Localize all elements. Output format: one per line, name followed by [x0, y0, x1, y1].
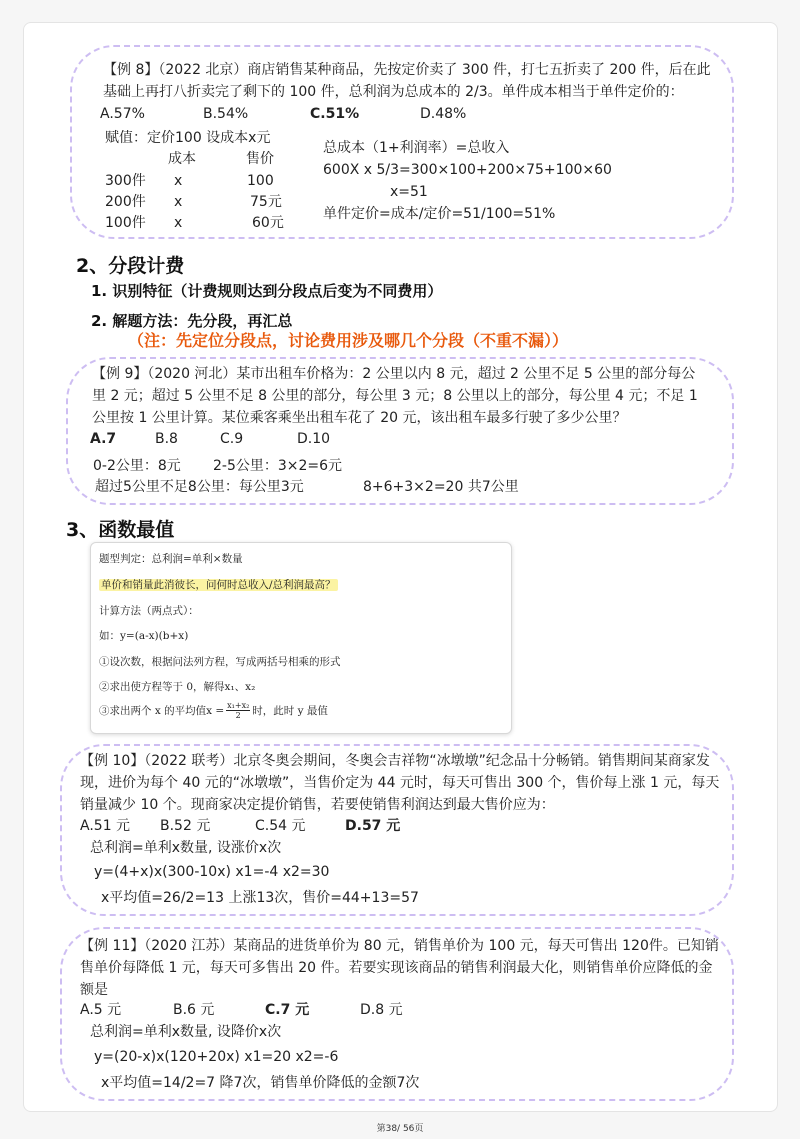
example-8-row-price: 75元	[250, 194, 282, 210]
example-8-option-a: A.57%	[100, 106, 145, 122]
card-fraction	[226, 701, 250, 720]
example-10-option-a: A.51 元	[80, 818, 131, 834]
section-2-note: （注：先定位分段点，讨论费用涉及哪几个分段（不重不漏））	[128, 331, 569, 350]
card-frac-lead: ③求出两个 x 的平均值x =	[99, 705, 225, 717]
example-11-option-b: B.6 元	[173, 1002, 215, 1018]
example-9-note: 超过5公里不足8公里：每公里3元	[95, 479, 304, 495]
example-11-note: 总利润=单利x数量, 设降价x次	[90, 1024, 282, 1040]
example-11-question: 【例 11】（2020 江苏）某商品的进货单价为 80 元，销售单价为 100 元，每天可售出 120件。已知销售单价每降低 1 元，每天可多售出 20 件。若要实现该商品的销售利润最大化，则销售单价应降低的金额是	[80, 938, 719, 998]
example-10-option-d: D.57 元	[345, 818, 401, 834]
example-8-formula-4: 单件定价=成本/定价=51/100=51%	[323, 206, 556, 222]
card-line: 题型判定：总利润=单利×数量	[99, 553, 243, 565]
example-10-option-b: B.52 元	[160, 818, 211, 834]
example-11-option-a: A.5 元	[80, 1002, 122, 1018]
example-9-option-d: D.10	[297, 431, 331, 447]
example-9-note: 2-5公里：3×2=6元	[213, 458, 343, 474]
example-9-question: 【例 9】（2020 河北）某市出租车价格为：2 公里以内 8 元，超过 2 公里不足 5 公里的部分每公里 2 元；超过 5 公里不足 8 公里的部分，每公里 3 元；8 公里以上的部分，每公里 4 元；不足 1 公里按 1 公里计算。某位乘客乘坐出租车花了 20 元，该出租车最多行驶了多少公里？	[92, 366, 698, 426]
card-line: ②求出使方程等于 0，解得x₁、x₂	[99, 681, 256, 693]
example-9-note: 0-2公里：8元	[93, 458, 181, 474]
example-8-formula-1: 总成本（1+利润率）=总收入	[323, 140, 510, 156]
example-8-assign-line: 赋值：定价100 设成本x元	[105, 130, 271, 146]
card-frac-tail: 时，此时 y 最值	[252, 705, 328, 717]
page-number: 第38/ 56页	[376, 1124, 424, 1134]
card-line: 计算方法（两点式）：	[99, 605, 199, 617]
example-8-row-qty: 100件	[105, 215, 146, 231]
example-11-note: x平均值=14/2=7 降7次，销售单价降低的金额7次	[101, 1075, 420, 1091]
card-line-fraction	[99, 701, 328, 720]
section-2-step-1: 1. 识别特征（计费规则达到分段点后变为不同费用）	[91, 282, 443, 300]
example-8-head-price: 售价	[246, 151, 274, 167]
example-9-option-c: C.9	[220, 431, 244, 447]
example-11-note: y=(20-x)x(120+20x) x1=20 x2=-6	[94, 1049, 339, 1065]
card-line: ①设次数，根据问法列方程，写成两括号相乘的形式	[99, 656, 341, 668]
example-10-note: 总利润=单利x数量, 设涨价x次	[90, 840, 282, 856]
example-8-option-c: C.51%	[310, 106, 360, 122]
card-line-highlighted	[99, 577, 338, 592]
example-8-row-qty: 300件	[105, 173, 146, 189]
method-card	[90, 542, 512, 734]
card-line: 如：y=(a-x)(b+x)	[99, 630, 189, 642]
fraction-numerator: x₁+x₂	[227, 701, 250, 710]
example-11-option-c: C.7 元	[265, 1002, 310, 1018]
example-8-row-cost: x	[174, 215, 183, 231]
example-8-option-d: D.48%	[420, 106, 467, 122]
example-9-option-a: A.7	[90, 431, 117, 447]
example-10-note: x平均值=26/2=13 上涨13次，售价=44+13=57	[101, 890, 419, 906]
example-9-note: 8+6+3×2=20 共7公里	[363, 479, 519, 495]
card-highlight-text: 单价和销量此消彼长，问何时总收入/总利润最高？	[101, 579, 336, 591]
example-10-note: y=(4+x)x(300-10x) x1=-4 x2=30	[94, 864, 330, 880]
section-2-heading: 2、分段计费	[76, 255, 185, 277]
example-8-head-cost: 成本	[168, 151, 196, 167]
example-8-row-cost: x	[174, 194, 183, 210]
example-11-option-d: D.8 元	[360, 1002, 403, 1018]
example-10-option-c: C.54 元	[255, 818, 306, 834]
example-8-row-cost: x	[174, 173, 183, 189]
example-9-option-b: B.8	[155, 431, 178, 447]
section-2-step-2: 2. 解题方法：先分段，再汇总	[91, 312, 293, 330]
section-3-heading: 3、函数最值	[66, 519, 175, 541]
example-8-option-b: B.54%	[203, 106, 249, 122]
example-8-formula-3: x=51	[390, 184, 428, 200]
example-10-question: 【例 10】（2022 联考）北京冬奥会期间，冬奥会吉祥物“冰墩墩”纪念品十分畅销。销售期间某商家发现，进价为每个 40 元的“冰墩墩”，当售价定为 44 元时，每天可售出 300 个，售价每上涨 1 元，每天销量减少 10 个。现商家决定提价销售，若要使销售利润达到最大售价应为：	[80, 753, 720, 813]
example-8-formula-2: 600X x 5/3=300×100+200×75+100×60	[323, 162, 612, 178]
example-8-row-qty: 200件	[105, 194, 146, 210]
example-8-row-price: 60元	[252, 215, 284, 231]
example-8-question: 【例 8】（2022 北京）商店销售某种商品，先按定价卖了 300 件，打七五折卖了 200 件，后在此基础上再打八折卖完了剩下的 100 件，总利润为总成本的 2/3。单件成本相当于单件定价的：	[103, 62, 711, 100]
fraction-denominator: 2	[235, 711, 241, 720]
example-8-row-price: 100	[247, 173, 274, 189]
